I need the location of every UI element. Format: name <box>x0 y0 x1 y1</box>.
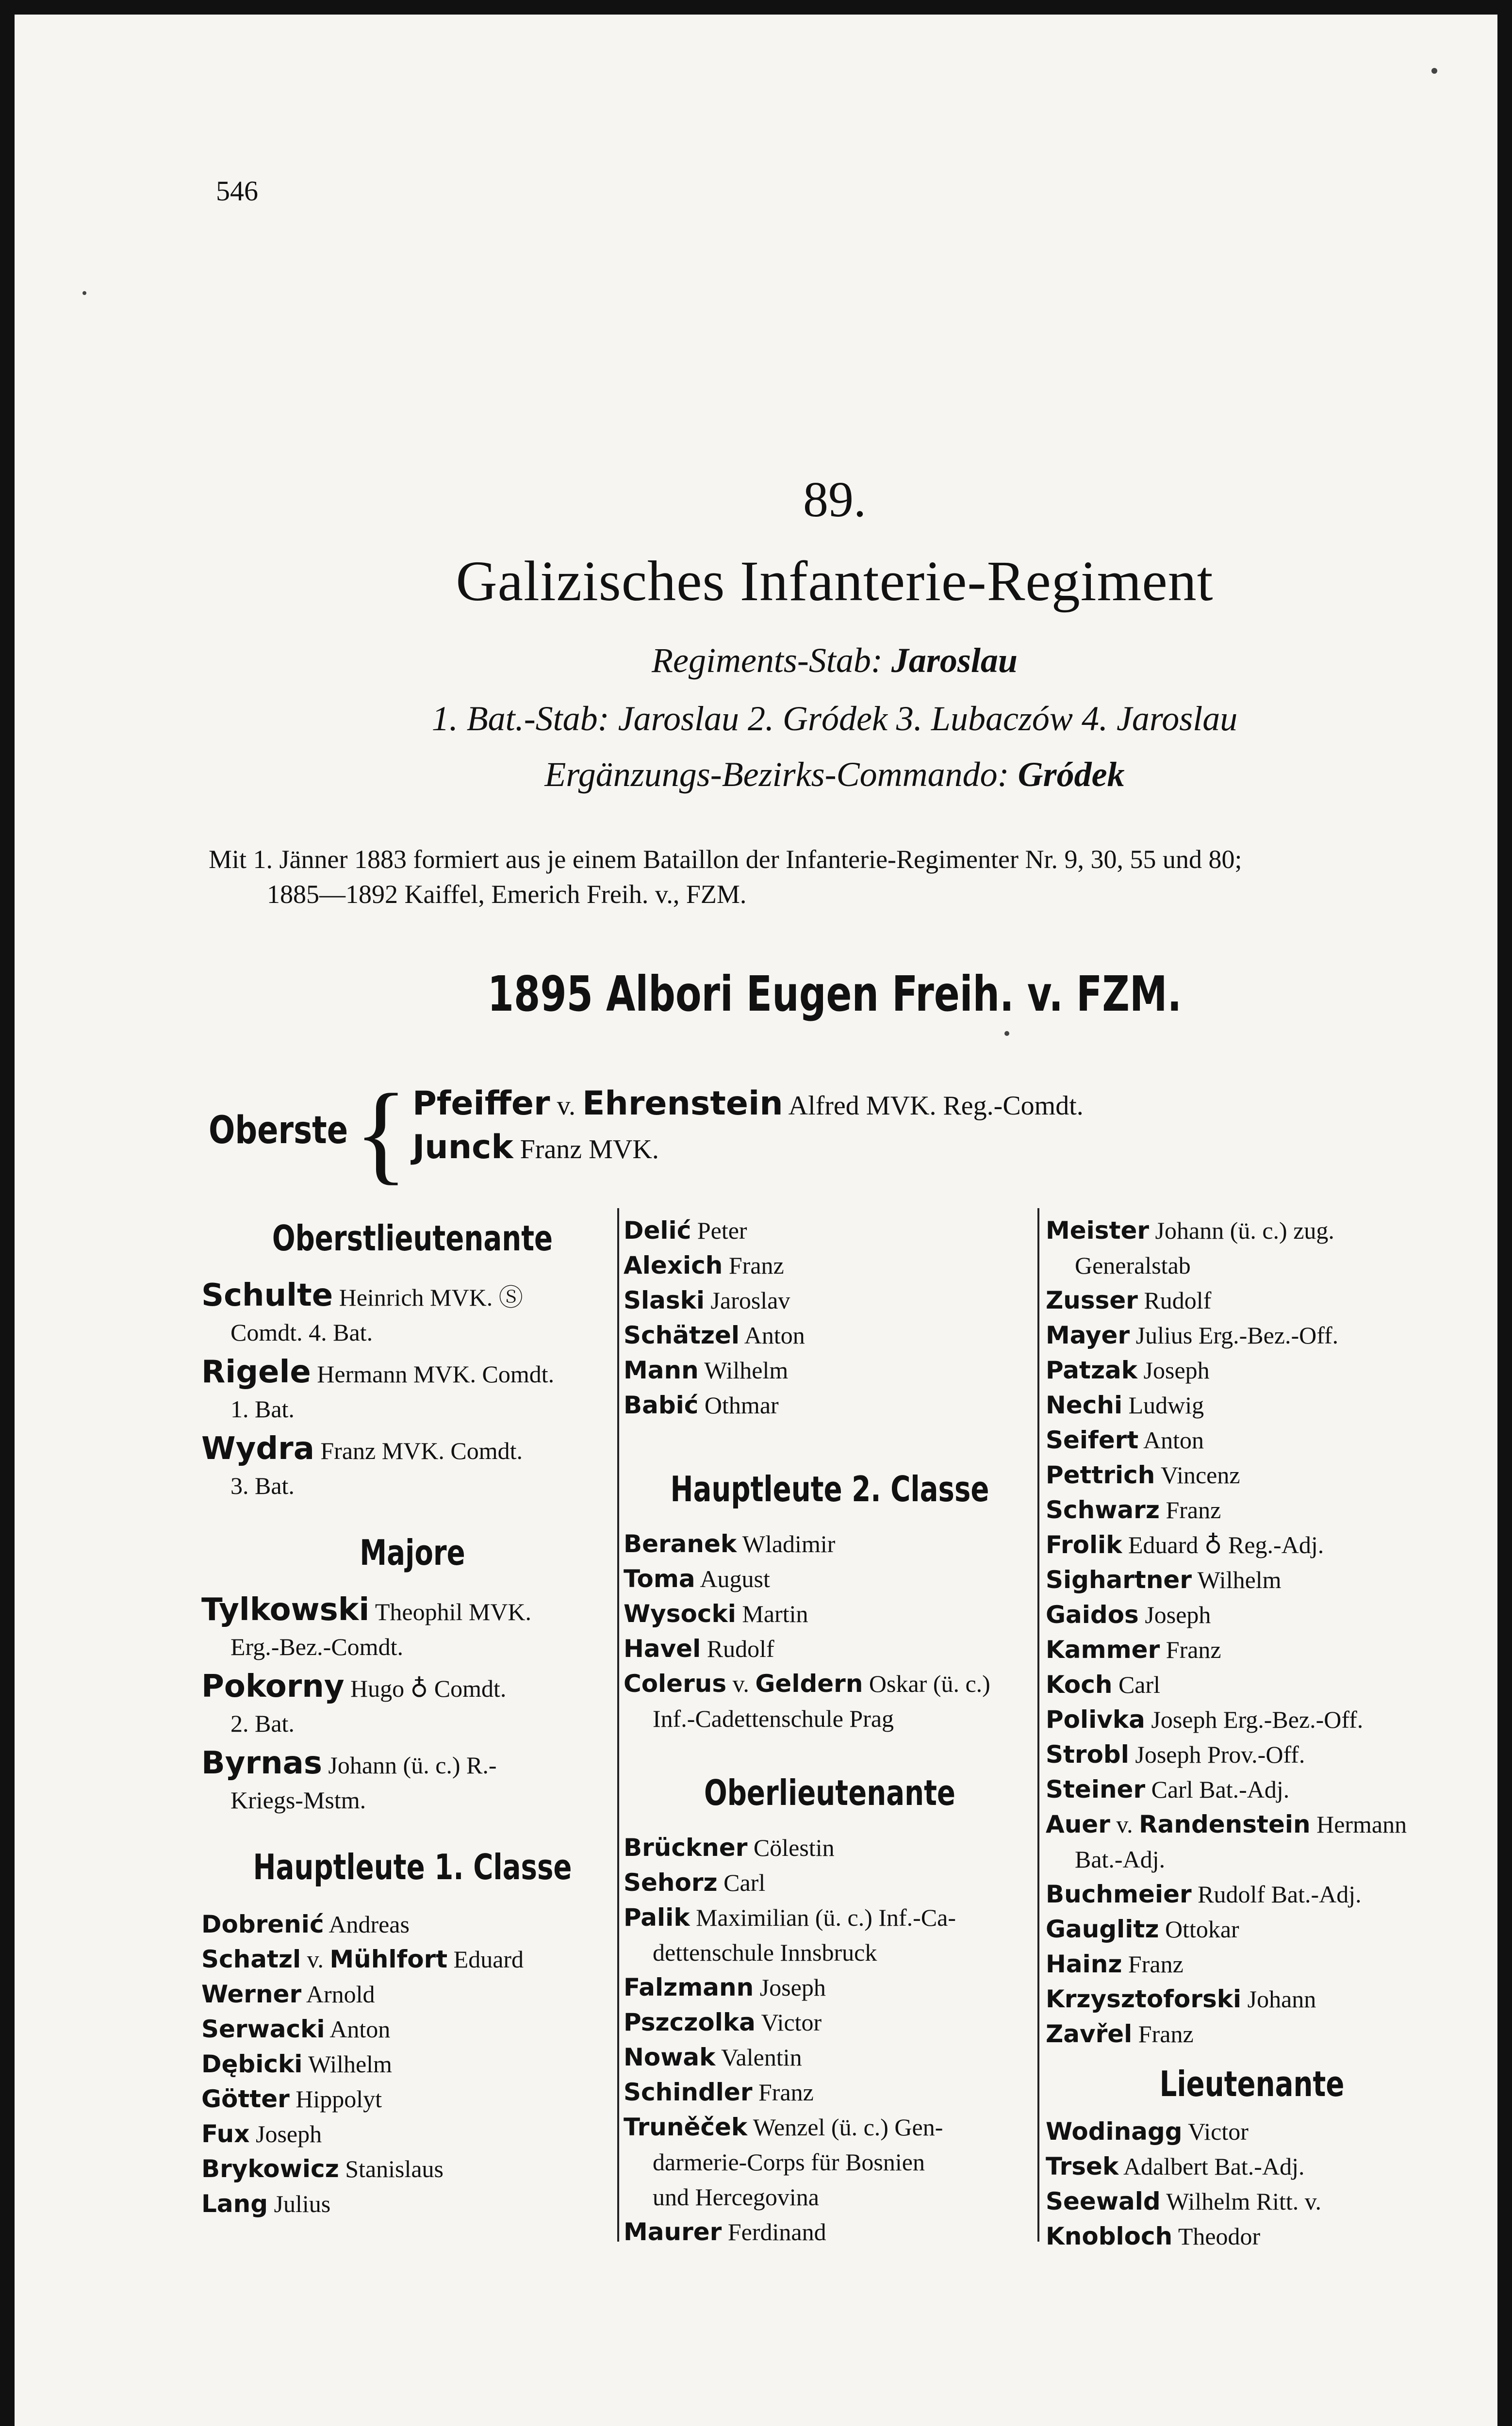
list-item: Brückner Cölestin <box>624 1834 835 1862</box>
list-item: Rigele Hermann MVK. Comdt. 1. Bat. <box>201 1354 555 1423</box>
history-line-2: 1885—1892 Kaiffel, Emerich Freih. v., FZM. <box>267 880 747 909</box>
regiments-stab-label: Regiments-Stab: <box>652 641 883 680</box>
list-item: Delić Peter <box>624 1216 747 1245</box>
list-item: Patzak Joseph <box>1046 1356 1210 1384</box>
list-item: Wysocki Martin <box>624 1600 808 1628</box>
list-item: Schwarz Franz <box>1046 1496 1221 1524</box>
list-item: Maurer Ferdinand <box>624 2218 826 2246</box>
section-heading-oberstlieutenante: Oberstlieutenante <box>272 1218 553 1259</box>
regiments-stab-line <box>15 640 1497 681</box>
scan-speck <box>1004 1031 1009 1036</box>
list-item: Havel Rudolf <box>624 1635 774 1663</box>
list-item: Toma August <box>624 1565 770 1593</box>
list-item: Sighartner Wilhelm <box>1046 1566 1282 1594</box>
list-item: Kammer Franz <box>1046 1636 1221 1664</box>
list-item: Trsek Adalbert Bat.-Adj. <box>1046 2152 1305 2180</box>
list-item: Steiner Carl Bat.-Adj. <box>1046 1775 1290 1803</box>
list-item: Dobrenić Andreas <box>201 1910 410 1938</box>
list-item: Sehorz Carl <box>624 1869 766 1897</box>
scan-speck <box>1431 68 1437 74</box>
regiment-number: 89. <box>803 472 866 527</box>
list-item: Gaidos Joseph <box>1046 1601 1211 1629</box>
list-item: Pszczolka Victor <box>624 2008 822 2036</box>
oberste-entry: Junck Franz MVK. <box>412 1128 659 1166</box>
list-item: Krzysztoforski Johann <box>1046 1985 1316 2013</box>
list-item: Falzmann Joseph <box>624 1973 826 2001</box>
list-item: Palik Maximilian (ü. c.) Inf.-Ca- dettenschule Innsbruck <box>624 1903 956 1966</box>
list-item: Schätzel Anton <box>624 1321 805 1349</box>
list-item: Tylkowski Theophil MVK. Erg.-Bez.-Comdt. <box>201 1592 532 1660</box>
list-item: Beranek Wladimir <box>624 1530 836 1558</box>
page-number: 546 <box>216 175 258 207</box>
list-item: Nowak Valentin <box>624 2043 802 2071</box>
ergaenzung-value: Gródek <box>1018 755 1125 794</box>
list-item: Auer v. Randenstein Hermann Bat.-Adj. <box>1046 1810 1407 1873</box>
section-heading-hauptleute-2: Hauptleute 2. Classe <box>670 1469 989 1509</box>
section-heading-oberlieutenante: Oberlieutenante <box>704 1772 956 1813</box>
list-item: Zavřel Franz <box>1046 2020 1194 2048</box>
list-item: Schatzl v. Mühlfort Eduard <box>201 1945 524 1973</box>
list-item: Serwacki Anton <box>201 2015 391 2043</box>
list-item: Truněček Wenzel (ü. c.) Gen- darmerie-Corps für Bosnien und Hercegovina <box>624 2113 943 2211</box>
page <box>15 15 1497 2426</box>
list-item: Pokorny Hugo ♁ Comdt. 2. Bat. <box>201 1669 507 1737</box>
medal-symbol-icon: ♁ <box>1204 1531 1222 1559</box>
medal-symbol-icon: ♁ <box>410 1674 428 1703</box>
list-item: Dębicki Wilhelm <box>201 2050 392 2078</box>
list-item: Lang Julius <box>201 2190 331 2218</box>
ergaenzung-label: Ergänzungs-Bezirks-Commando: <box>544 755 1009 794</box>
list-item: Brykowicz Stanislaus <box>201 2155 444 2183</box>
regiments-stab-value: Jaroslau <box>891 641 1018 680</box>
list-item: Strobl Joseph Prov.-Off. <box>1046 1740 1305 1769</box>
list-item: Colerus v. Geldern Oskar (ü. c.) Inf.-Cadettenschule Prag <box>624 1670 990 1732</box>
column-3 <box>1046 1213 1458 2254</box>
column-1 <box>201 1213 624 2221</box>
list-item: Koch Carl <box>1046 1671 1161 1699</box>
list-item: Hainz Franz <box>1046 1950 1183 1978</box>
scan-speck <box>82 291 86 295</box>
brace: { <box>354 1071 408 1195</box>
oberste-heading: Oberste <box>209 1109 348 1152</box>
list-item: Mayer Julius Erg.-Bez.-Off. <box>1046 1321 1339 1349</box>
list-item: Pettrich Vincenz <box>1046 1461 1240 1489</box>
medal-symbol-icon: Ⓢ <box>498 1283 523 1311</box>
regiment-inhaber: 1895 Albori Eugen Freih. v. FZM. <box>487 966 1182 1022</box>
section-heading-hauptleute-1: Hauptleute 1. Classe <box>253 1847 572 1887</box>
ergaenzung-line <box>15 754 1497 795</box>
column-divider <box>1037 1208 1039 2242</box>
list-item: Götter Hippolyt <box>201 2085 382 2113</box>
column-2 <box>624 1213 1036 2249</box>
list-item: Slaski Jaroslav <box>624 1286 790 1314</box>
list-item: Meister Johann (ü. c.) zug. Generalstab <box>1046 1216 1334 1279</box>
list-item: Wydra Franz MVK. Comdt. 3. Bat. <box>201 1431 523 1499</box>
history-line-1: Mit 1. Jänner 1883 formiert aus je einem Bataillon der Infanterie-Regimenter Nr. 9, 30, 55 und 80; <box>209 845 1242 874</box>
list-item: Schulte Heinrich MVK. Ⓢ Comdt. 4. Bat. <box>201 1278 523 1346</box>
regiment-title: Galizisches Infanterie-Regiment <box>456 549 1214 613</box>
list-item: Werner Arnold <box>201 1980 375 2008</box>
list-item: Buchmeier Rudolf Bat.-Adj. <box>1046 1880 1362 1908</box>
list-item: Schindler Franz <box>624 2078 814 2106</box>
list-item: Frolik Eduard ♁ Reg.-Adj. <box>1046 1527 1458 1562</box>
list-item: Byrnas Johann (ü. c.) R.- Kriegs-Mstm. <box>201 1745 497 1814</box>
oberste-entry: Pfeiffer v. Ehrenstein Alfred MVK. Reg.-Comdt. <box>412 1084 1084 1123</box>
list-item: Polivka Joseph Erg.-Bez.-Off. <box>1046 1705 1364 1734</box>
list-item: Zusser Rudolf <box>1046 1286 1212 1314</box>
list-item: Wodinagg Victor <box>1046 2117 1249 2146</box>
section-heading-lieutenante: Lieutenante <box>1159 2064 1345 2104</box>
list-item: Seewald Wilhelm Ritt. v. <box>1046 2187 1322 2215</box>
list-item: Seifert Anton <box>1046 1426 1204 1454</box>
list-item: Mann Wilhelm <box>624 1356 789 1384</box>
list-item: Knobloch Theodor <box>1046 2222 1261 2250</box>
list-item: Gauglitz Ottokar <box>1046 1915 1239 1943</box>
section-heading-majore: Majore <box>360 1532 465 1573</box>
bataillon-stab-line: 1. Bat.-Stab: Jaroslau 2. Gródek 3. Lubaczów 4. Jaroslau <box>431 699 1238 738</box>
list-item: Babić Othmar <box>624 1391 779 1419</box>
list-item: Fux Joseph <box>201 2120 322 2148</box>
list-item: Nechi Ludwig <box>1046 1391 1204 1419</box>
list-item: Alexich Franz <box>624 1251 784 1279</box>
